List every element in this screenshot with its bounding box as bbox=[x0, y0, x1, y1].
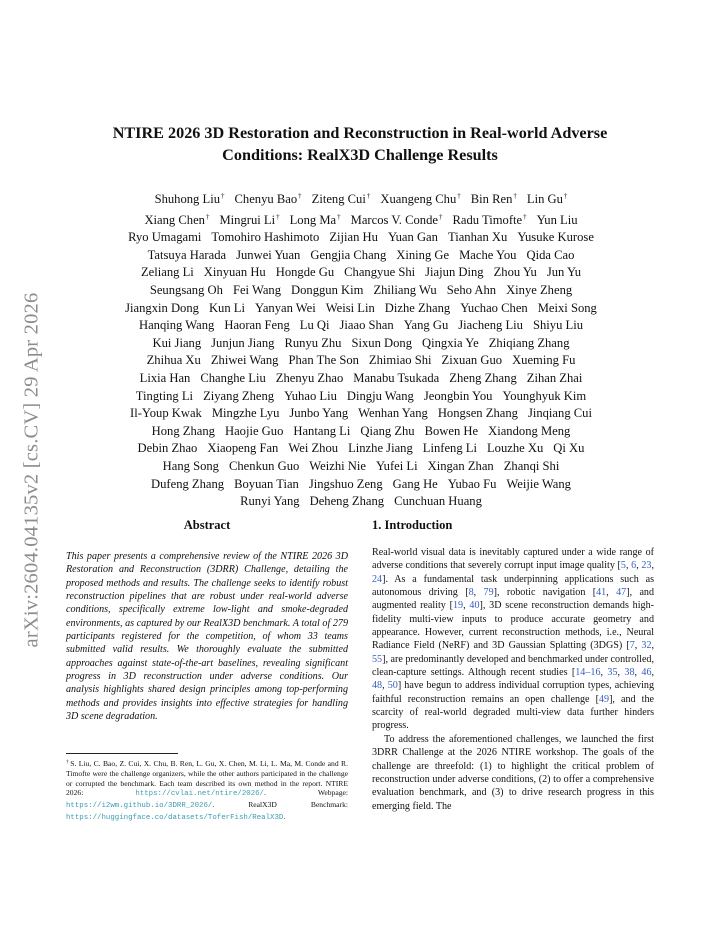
citation-link[interactable]: 23 bbox=[641, 560, 652, 572]
author-name: Hongde Gu bbox=[275, 265, 335, 280]
author-name: Shiyu Liu bbox=[532, 318, 583, 333]
citation-link[interactable]: 8 bbox=[468, 587, 474, 599]
author-name: Yuan Gan bbox=[387, 230, 438, 245]
author-name: Junwei Yuan bbox=[236, 247, 301, 262]
author-name: Weijie Wang bbox=[506, 476, 571, 491]
author-name: Kui Jiang bbox=[152, 335, 202, 350]
author-name: Tianhan Xu bbox=[447, 230, 508, 245]
author-name: Wenhan Yang bbox=[358, 406, 428, 421]
author-name: Xuangeng Chu† bbox=[380, 192, 461, 206]
author-row bbox=[62, 229, 660, 247]
author-name: Runyi Yang bbox=[240, 494, 300, 509]
footnote-link-benchmark[interactable]: https://huggingface.co/datasets/ToferFish/RealX3D bbox=[66, 813, 284, 822]
author-name: Linzhe Jiang bbox=[348, 441, 413, 456]
author-name: Changhe Liu bbox=[200, 370, 266, 385]
author-name: Radu Timofte† bbox=[452, 212, 527, 227]
author-name: Xiang Chen† bbox=[144, 212, 210, 227]
author-name: Fei Wang bbox=[232, 282, 282, 297]
footnote bbox=[66, 758, 348, 824]
author-name: Zeliang Li bbox=[140, 265, 194, 280]
author-row bbox=[62, 405, 660, 423]
author-row bbox=[62, 476, 660, 494]
intro-text: , bbox=[606, 587, 617, 599]
author-list bbox=[62, 188, 660, 511]
author-name: Yang Gu bbox=[403, 318, 449, 333]
author-name: Weizhi Nie bbox=[309, 458, 366, 473]
arxiv-stamp bbox=[12, 260, 52, 680]
author-name: Zhihua Xu bbox=[146, 353, 201, 368]
organizer-dagger: † bbox=[513, 192, 517, 200]
author-row bbox=[62, 247, 660, 265]
citation-link[interactable]: 41 bbox=[596, 587, 607, 599]
footnote-link-webpage[interactable]: https://i2wm.github.io/3DRR_2026/ bbox=[66, 802, 213, 811]
author-row bbox=[62, 282, 660, 300]
author-name: Zhiqiang Zhang bbox=[488, 335, 570, 350]
citation-link[interactable]: 5 bbox=[620, 560, 626, 572]
author-name: Changyue Shi bbox=[344, 265, 416, 280]
author-name: Yuhao Liu bbox=[284, 388, 337, 403]
author-row bbox=[62, 458, 660, 476]
author-name: Lin Gu† bbox=[526, 192, 568, 206]
author-name: Zixuan Guo bbox=[441, 353, 503, 368]
citation-link[interactable]: 48 bbox=[372, 680, 383, 692]
author-name: Zhimiao Shi bbox=[368, 353, 432, 368]
author-row bbox=[62, 440, 660, 458]
author-name: Weisi Lin bbox=[325, 300, 375, 315]
author-name: Marcos V. Conde† bbox=[350, 212, 443, 227]
organizer-dagger: † bbox=[337, 212, 341, 221]
citation-link[interactable]: 40 bbox=[469, 600, 480, 612]
intro-text: , bbox=[600, 667, 608, 679]
author-name: Junjun Jiang bbox=[211, 335, 275, 350]
author-name: Seho Ahn bbox=[446, 282, 497, 297]
footnote-text-4: . bbox=[283, 811, 286, 821]
author-row bbox=[62, 300, 660, 318]
intro-text: ] have begun to address individual corruption types, achieving faithful reconstruction remains an open challenge [ bbox=[372, 680, 655, 705]
author-name: Lixia Han bbox=[139, 370, 191, 385]
organizer-dagger: † bbox=[457, 192, 461, 200]
author-name: Gengjia Chang bbox=[310, 247, 387, 262]
citation-link[interactable]: 47 bbox=[616, 587, 627, 599]
intro-text: ], 3D scene reconstruction demands high-fidelity multi-view inputs to produce accurate geometry and appearance. However, current reconstruction methods, i.e., Neural Radiance Field (NeRF) and 3D Gaussian Splatting (3DGS) [ bbox=[372, 600, 654, 652]
citation-link[interactable]: 38 bbox=[624, 667, 635, 679]
author-name: Yusuke Kurose bbox=[517, 230, 594, 245]
author-name: Tomohiro Hashimoto bbox=[211, 230, 320, 245]
author-name: Haojie Guo bbox=[224, 423, 284, 438]
organizer-dagger: † bbox=[276, 212, 280, 221]
intro-text: ], are predominantly developed and benchmarked under controlled, clean-capture settings. Although recent studies [ bbox=[372, 653, 654, 679]
author-name: Debin Zhao bbox=[137, 441, 198, 456]
author-name: Boyuan Tian bbox=[234, 476, 299, 491]
author-name: Jinqiang Cui bbox=[527, 406, 592, 421]
author-name: Jiacheng Liu bbox=[458, 318, 523, 333]
author-name: Jun Yu bbox=[546, 265, 582, 280]
author-name: Yuchao Chen bbox=[460, 300, 528, 315]
abstract-heading: Abstract bbox=[183, 518, 231, 532]
introduction-paragraph-1 bbox=[372, 546, 654, 733]
author-name: Cunchuan Huang bbox=[394, 494, 482, 509]
organizer-dagger: † bbox=[205, 212, 210, 221]
author-name: Manabu Tsukada bbox=[353, 370, 440, 385]
author-name: Long Ma† bbox=[289, 212, 341, 227]
author-name: Zhiwei Wang bbox=[210, 353, 279, 368]
citation-link[interactable]: 55 bbox=[372, 653, 383, 665]
author-name: Jiangxin Dong bbox=[125, 300, 199, 315]
citation-link[interactable]: 49 bbox=[598, 693, 610, 705]
author-name: Jiaao Shan bbox=[339, 318, 394, 333]
author-name: Louzhe Xu bbox=[486, 441, 544, 456]
author-name: Zheng Zhang bbox=[449, 370, 517, 385]
citation-link[interactable]: 19 bbox=[453, 600, 464, 612]
author-row bbox=[62, 493, 660, 511]
author-name: Yufei Li bbox=[375, 458, 418, 473]
citation-link[interactable]: 79 bbox=[483, 587, 494, 599]
organizer-dagger: † bbox=[563, 192, 568, 200]
intro-text: , bbox=[463, 600, 470, 612]
author-name: Xinye Zheng bbox=[506, 282, 573, 297]
author-name: Mingzhe Lyu bbox=[211, 406, 280, 421]
author-name: Zhiliang Wu bbox=[373, 282, 437, 297]
author-name: Haoran Feng bbox=[224, 318, 290, 333]
author-name: Hong Zhang bbox=[151, 423, 215, 438]
arxiv-stamp-text: arXiv:2604.04135v2 [cs.CV] 29 Apr 2026 bbox=[20, 292, 43, 648]
citation-link[interactable]: 32 bbox=[641, 640, 652, 652]
author-name: Jingshuo Zeng bbox=[308, 476, 383, 491]
author-name: Tingting Li bbox=[135, 388, 194, 403]
author-name: Linfeng Li bbox=[422, 441, 477, 456]
author-row bbox=[62, 188, 660, 209]
author-row bbox=[62, 388, 660, 406]
intro-text: , bbox=[634, 667, 642, 679]
intro-text: , bbox=[651, 667, 655, 679]
author-name: Xiandong Meng bbox=[488, 423, 571, 438]
author-name: Chenyu Bao† bbox=[234, 192, 302, 206]
author-name: Seungsang Oh bbox=[149, 282, 223, 297]
footnote-text-1: S. Liu, C. Bao, Z. Cui, X. Chu, B. Ren, L. Gu, X. Chen, M. Li, L. Ma, M. Conde and R. Timofte were the challenge organizers, while the other authors participated in the challenge or corrupted the benchmark. Each team described its own method in the report. NTIRE 2026: bbox=[66, 759, 348, 798]
author-name: Dufeng Zhang bbox=[151, 476, 225, 491]
author-name: Bowen He bbox=[424, 423, 479, 438]
author-row bbox=[62, 352, 660, 370]
author-name: Yanyan Wei bbox=[254, 300, 316, 315]
citation-link[interactable]: 7 bbox=[629, 640, 635, 652]
citation-link[interactable]: 35 bbox=[607, 667, 618, 679]
author-name: Dingju Wang bbox=[346, 388, 414, 403]
citation-link[interactable]: 46 bbox=[641, 667, 652, 679]
organizer-dagger: † bbox=[298, 192, 302, 200]
author-name: Hongsen Zhang bbox=[437, 406, 518, 421]
intro-text: , bbox=[617, 667, 625, 679]
author-name: Phan The Son bbox=[288, 353, 359, 368]
author-name: Dizhe Zhang bbox=[384, 300, 451, 315]
intro-text: ], robotic navigation [ bbox=[493, 587, 597, 599]
intro-text: , bbox=[634, 640, 642, 652]
author-name: Hanqing Wang bbox=[138, 318, 215, 333]
intro-text: , bbox=[651, 560, 654, 572]
author-row bbox=[62, 264, 660, 282]
author-name: Meixi Song bbox=[537, 300, 597, 315]
intro-text: , bbox=[636, 560, 642, 572]
author-name: Chenkun Guo bbox=[228, 458, 300, 473]
author-name: Yubao Fu bbox=[447, 476, 497, 491]
author-name: Ryo Umagami bbox=[128, 230, 202, 245]
author-row bbox=[62, 317, 660, 335]
footnote-text-2: . Webpage: bbox=[264, 788, 348, 798]
author-row bbox=[62, 423, 660, 441]
abstract-text: This paper presents a comprehensive review of the NTIRE 2026 3D Restoration and Reconstruction (3DRR) Challenge, detailing the proposed methods and results. The challenge seeks to identify robust reconstruction pipelines that are robust under real-world adverse conditions, specifically extreme low-light and smoke-degraded environments, as captured by our RealX3D benchmark. A total of 279 participants registered for the competition, of whom 33 teams submitted valid results. We thoroughly evaluate the submitted approaches against state-of-the-art baselines, revealing significant progress in 3D reconstruction under adverse conditions. Our analysis highlights shared design principles among top-performing methods and provides insights into effective strategies for handling 3D scene degradation. bbox=[66, 551, 348, 723]
right-column bbox=[372, 518, 654, 813]
author-name: Zhenyu Zhao bbox=[275, 370, 344, 385]
author-name: Runyu Zhu bbox=[284, 335, 342, 350]
organizer-dagger: † bbox=[366, 192, 371, 200]
intro-text: ], and the scarcity of real-world degraded multi-view data further hinders progress. bbox=[372, 693, 654, 732]
intro-text: ], and augmented reality [ bbox=[372, 587, 655, 612]
author-name: Ziyang Zheng bbox=[203, 388, 275, 403]
author-name: Zhou Yu bbox=[493, 265, 537, 280]
author-name: Qiang Zhu bbox=[360, 423, 415, 438]
author-name: Qida Cao bbox=[526, 247, 575, 262]
author-name: Qi Xu bbox=[553, 441, 585, 456]
author-name: Xiaopeng Fan bbox=[207, 441, 279, 456]
author-name: Jeongbin You bbox=[423, 388, 493, 403]
author-name: Hantang Li bbox=[293, 423, 351, 438]
author-row bbox=[62, 370, 660, 388]
author-row bbox=[62, 209, 660, 230]
author-name: Lu Qi bbox=[299, 318, 330, 333]
author-name: Xinyuan Hu bbox=[203, 265, 266, 280]
intro-text: Real-world visual data is inevitably captured under a wide range of adverse conditions that severely corrupt input image quality [ bbox=[372, 547, 654, 572]
introduction-paragraph-2: To address the aforementioned challenges, we launched the first 3DRR Challenge at the 2026 NTIRE workshop. The goals of the challenge are threefold: (1) to highlight the critical problem of reconstruction under adverse conditions, (2) to offer a comprehensive evaluation benchmark, and (3) to drive research progress in this emerging field. The bbox=[372, 733, 654, 812]
intro-text: , bbox=[651, 640, 655, 652]
footnote-mark: † bbox=[66, 759, 70, 765]
author-name: Gang He bbox=[392, 476, 438, 491]
author-name: Donggun Kim bbox=[291, 282, 364, 297]
author-name: Xueming Fu bbox=[512, 353, 576, 368]
introduction-heading: 1. Introduction bbox=[372, 518, 453, 532]
footnote-rule bbox=[66, 753, 178, 754]
intro-text: , bbox=[382, 680, 388, 692]
author-name: Jiajun Ding bbox=[425, 265, 484, 280]
author-name: Il-Youp Kwak bbox=[130, 406, 202, 421]
footnote-text-3: . RealX3D Benchmark: bbox=[212, 800, 348, 810]
author-name: Shuhong Liu† bbox=[154, 192, 225, 206]
organizer-dagger: † bbox=[438, 212, 443, 221]
paper-title: NTIRE 2026 3D Restoration and Reconstruction in Real-world Adverse Conditions: RealX3D Challenge Results bbox=[112, 124, 608, 164]
author-name: Ziteng Cui† bbox=[311, 192, 371, 206]
author-name: Tatsuya Harada bbox=[147, 247, 227, 262]
citation-link[interactable]: 6 bbox=[631, 560, 637, 572]
intro-text: ]. As a fundamental task underpinning applications such as autonomous driving [ bbox=[372, 573, 654, 599]
author-name: Xining Ge bbox=[396, 247, 450, 262]
author-name: Yun Liu bbox=[536, 212, 578, 227]
author-name: Kun Li bbox=[208, 300, 245, 315]
author-name: Sixun Dong bbox=[351, 335, 413, 350]
author-name: Mingrui Li† bbox=[219, 212, 280, 227]
author-name: Bin Ren† bbox=[470, 192, 517, 206]
organizer-dagger: † bbox=[221, 192, 225, 200]
intro-text: , bbox=[473, 587, 484, 599]
author-name: Wei Zhou bbox=[288, 441, 339, 456]
author-name: Junbo Yang bbox=[289, 406, 349, 421]
citation-link[interactable]: 24 bbox=[372, 573, 383, 585]
organizer-dagger: † bbox=[523, 212, 527, 221]
intro-text: , bbox=[625, 560, 632, 572]
author-row bbox=[62, 335, 660, 353]
footnote-link-ntire[interactable]: https://cvlai.net/ntire/2026/ bbox=[135, 790, 264, 799]
author-name: Hang Song bbox=[162, 458, 219, 473]
author-name: Qingxia Ye bbox=[422, 335, 479, 350]
author-name: Zijian Hu bbox=[329, 230, 378, 245]
citation-link[interactable]: 50 bbox=[387, 680, 398, 692]
author-name: Deheng Zhang bbox=[309, 494, 385, 509]
citation-link[interactable]: 14–16 bbox=[575, 667, 601, 679]
author-name: Xingan Zhan bbox=[427, 458, 494, 473]
author-name: Zihan Zhai bbox=[526, 370, 583, 385]
left-column bbox=[66, 518, 348, 723]
author-name: Younghyuk Kim bbox=[502, 388, 587, 403]
author-name: Mache You bbox=[459, 247, 517, 262]
author-name: Zhanqi Shi bbox=[503, 458, 560, 473]
